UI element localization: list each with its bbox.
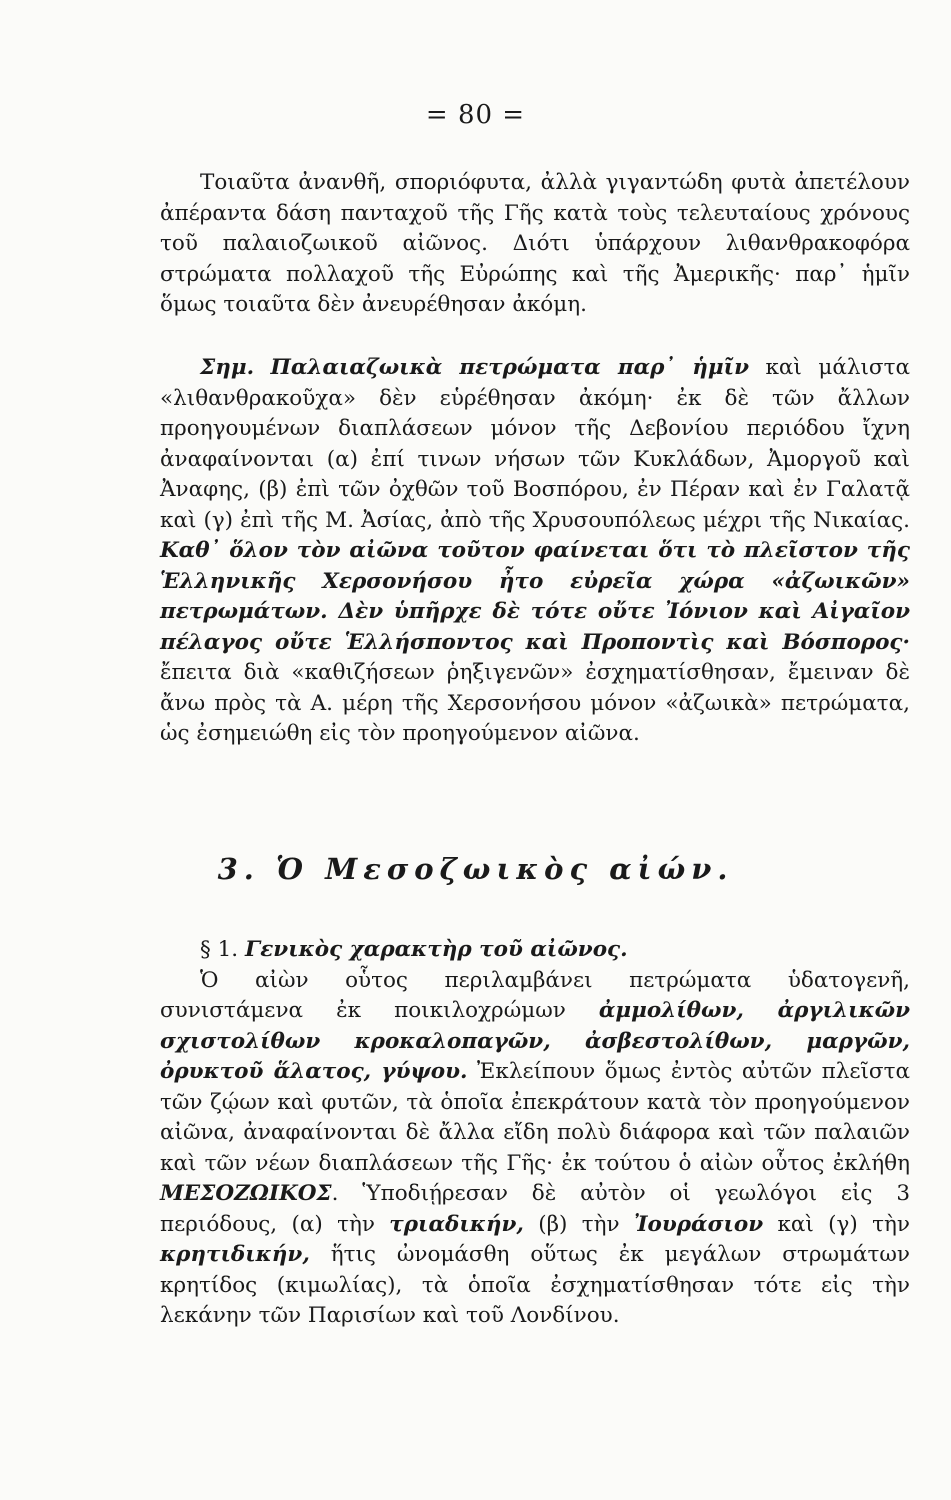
paragraph-1-text: Τοιαῦτα ἀνανθῆ, σποριόφυτα, ἀλλὰ γιγαντώδη φυτὰ ἀπετέλουν ἀπέραντα δάση πανταχοῦ τῆς Γῆς κατὰ τοὺς τελευταίους χρόνους τοῦ παλαιοζωικοῦ αἰῶνος. Διότι ὑπάρχουν λιθανθρακοφόρα στρώματα πολλαχοῦ τῆς Εὐρώπης καὶ τῆς Ἀμερικῆς· παρ᾽ ἡμῖν ὅμως τοιαῦτα δὲν ἀνευρέθησαν ἀκόμη. [160, 170, 910, 317]
page-number: = 80 = [425, 100, 526, 130]
note-text-2: ἔπειτα διὰ «καθιζήσεων ῥηξιγενῶν» ἐσχηματίσθησαν, ἔμειναν δὲ ἄνω πρὸς τὰ Α. μέρη τῆς Χερσονήσου μόνον «ἀζωικὰ» πετρώματα, ὡς ἐσημειώθη εἰς τὸν προηγούμενον αἰῶνα. [160, 660, 910, 746]
chapter-heading: 3. Ὁ Μεσοζωικὸς αἰών. [217, 852, 734, 886]
note-bold-2: Καθ᾽ ὅλον τὸν αἰῶνα τοῦτον φαίνεται ὅτι τὸ πλεῖστον τῆς Ἑλληνικῆς Χερσονήσου ἦτο εὐρεῖα χώρα «ἀζωικῶν» πετρωμάτων. Δὲν ὑπῆρχε δὲ τότε οὔτε Ἰόνιον καὶ Αἰγαῖον πέλαγος οὔτε Ἑλλήσποντος καὶ Προποντὶς καὶ Βόσπορος· [160, 538, 910, 655]
section-text-3: . Ὑποδιῄρεσαν δὲ αὐτὸν οἱ γεωλόγοι εἰς 3 περιόδους, (α) τὴν [160, 1181, 910, 1237]
paragraph-1 [160, 168, 910, 321]
note-label: Σημ. [200, 355, 255, 380]
section-text-6: ἥτις ὠνομάσθη οὕτως ἐκ μεγάλων στρωμάτων κρητίδος (κιμωλίας), τὰ ὁποῖα ἐσχηματίσθησαν τότε εἰς τὴν λεκάνην τῶν Παρισίων καὶ τοῦ Λονδίνου. [160, 1242, 910, 1328]
section-bold-3: τριαδικήν, [389, 1211, 524, 1237]
section-text-5: καὶ (γ) τὴν [763, 1211, 910, 1237]
section-title: Γενικὸς χαρακτὴρ τοῦ αἰῶνος. [244, 937, 628, 962]
note-text [160, 353, 910, 750]
section-bold-4: Ἰουράσιον [633, 1211, 764, 1237]
section-bold-1: ἀμμολίθων, ἀργιλικῶν σχιστολίθων κροκαλοπαγῶν, ἀσβεστολίθων, μαργῶν, ὀρυκτοῦ ἅλατος, γύψου. [160, 998, 910, 1084]
section-1 [160, 935, 910, 1332]
section-text-4: (β) τὴν [523, 1211, 634, 1237]
note-bold-1: Παλαιαζωικὰ πετρώματα παρ᾽ ἡμῖν [270, 355, 749, 380]
section-text-2: Ἐκλείπουν ὅμως ἐντὸς αὐτῶν πλεῖστα τῶν ζῴων καὶ φυτῶν, τὰ ὁποῖα ἐπεκράτουν κατὰ τὸν προηγούμενον αἰῶνα, ἀναφαίνονται δὲ ἄλλα εἴδη πολὺ διάφορα καὶ τῶν παλαιῶν καὶ τῶν νέων διαπλάσεων τῆς Γῆς· ἐκ τούτου ὁ αἰὼν οὗτος ἐκλήθη [160, 1059, 910, 1176]
section-title-line [160, 935, 910, 966]
section-bold-5: κρητιδικήν, [160, 1242, 310, 1267]
section-bold-2: ΜΕΣΟΖΩΙΚΟΣ [160, 1181, 332, 1206]
note-text-1: καὶ μάλιστα «λιθανθρακοῦχα» δὲν εὑρέθησαν ἀκόμη· ἐκ δὲ τῶν ἄλλων προηγουμένων διαπλάσεων μόνον τῆς Δεβονίου περιόδου ἴχνη ἀναφαίνονται (α) ἐπί τινων νήσων τῶν Κυκλάδων, Ἀμοργοῦ καὶ Ἀναφης, (β) ἐπὶ τῶν ὀχθῶν τοῦ Βοσπόρου, ἐν Πέραν καὶ ἐν Γαλατᾷ καὶ (γ) ἐπὶ τῆς Μ. Ἀσίας, ἀπὸ τῆς Χρυσουπόλεως μέχρι τῆς Νικαίας. [160, 355, 910, 533]
section-number: § 1. [200, 937, 239, 962]
section-text-1: Ὁ αἰὼν οὗτος περιλαμβάνει πετρώματα ὑδατογενῆ, συνιστάμενα ἐκ ποικιλοχρώμων [160, 967, 910, 1023]
note-paragraph [160, 353, 910, 750]
section-body [160, 966, 910, 1332]
